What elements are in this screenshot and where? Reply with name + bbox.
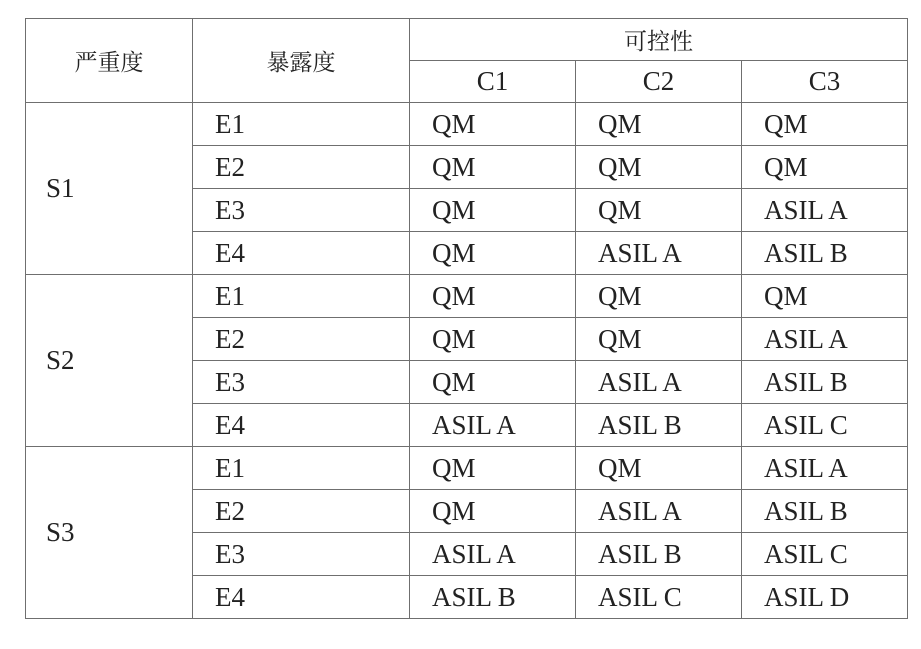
value-cell: ASIL A: [576, 232, 742, 275]
exposure-cell: E1: [193, 103, 410, 146]
value-cell: QM: [410, 447, 576, 490]
header-controllability: 可控性: [410, 19, 908, 61]
value-cell: QM: [410, 490, 576, 533]
value-cell: QM: [410, 103, 576, 146]
header-c3: C3: [742, 61, 908, 103]
table-body: [26, 103, 908, 619]
value-cell: QM: [742, 103, 908, 146]
value-cell: ASIL B: [742, 361, 908, 404]
value-cell: QM: [576, 146, 742, 189]
value-cell: QM: [576, 318, 742, 361]
value-cell: QM: [410, 318, 576, 361]
severity-cell: S3: [26, 447, 193, 619]
value-cell: ASIL A: [742, 318, 908, 361]
value-cell: QM: [410, 232, 576, 275]
value-cell: ASIL B: [742, 232, 908, 275]
exposure-cell: E2: [193, 318, 410, 361]
value-cell: QM: [576, 189, 742, 232]
value-cell: QM: [410, 189, 576, 232]
value-cell: ASIL C: [742, 404, 908, 447]
value-cell: QM: [576, 275, 742, 318]
header-c2: C2: [576, 61, 742, 103]
table-row: [26, 447, 908, 490]
value-cell: ASIL A: [410, 404, 576, 447]
header-c1: C1: [410, 61, 576, 103]
value-cell: ASIL A: [576, 490, 742, 533]
value-cell: ASIL D: [742, 576, 908, 619]
value-cell: ASIL A: [742, 189, 908, 232]
exposure-cell: E3: [193, 361, 410, 404]
value-cell: QM: [576, 447, 742, 490]
value-cell: ASIL A: [576, 361, 742, 404]
value-cell: QM: [576, 103, 742, 146]
severity-cell: S1: [26, 103, 193, 275]
value-cell: ASIL C: [576, 576, 742, 619]
exposure-cell: E4: [193, 576, 410, 619]
exposure-cell: E1: [193, 275, 410, 318]
table-row: [26, 275, 908, 318]
value-cell: ASIL A: [742, 447, 908, 490]
exposure-cell: E3: [193, 533, 410, 576]
severity-cell: S2: [26, 275, 193, 447]
exposure-cell: E1: [193, 447, 410, 490]
exposure-cell: E4: [193, 404, 410, 447]
value-cell: ASIL A: [410, 533, 576, 576]
value-cell: QM: [410, 146, 576, 189]
value-cell: ASIL B: [576, 533, 742, 576]
value-cell: ASIL B: [742, 490, 908, 533]
exposure-cell: E2: [193, 146, 410, 189]
asil-determination-table: [25, 18, 908, 619]
value-cell: ASIL C: [742, 533, 908, 576]
exposure-cell: E4: [193, 232, 410, 275]
table-row: [26, 103, 908, 146]
value-cell: QM: [742, 275, 908, 318]
value-cell: QM: [410, 361, 576, 404]
value-cell: ASIL B: [410, 576, 576, 619]
header-row: [26, 19, 908, 61]
asil-table-container: [25, 18, 908, 619]
header-severity: 严重度: [26, 19, 193, 103]
exposure-cell: E2: [193, 490, 410, 533]
value-cell: QM: [410, 275, 576, 318]
header-exposure: 暴露度: [193, 19, 410, 103]
value-cell: QM: [742, 146, 908, 189]
exposure-cell: E3: [193, 189, 410, 232]
table-header: [26, 19, 908, 103]
value-cell: ASIL B: [576, 404, 742, 447]
